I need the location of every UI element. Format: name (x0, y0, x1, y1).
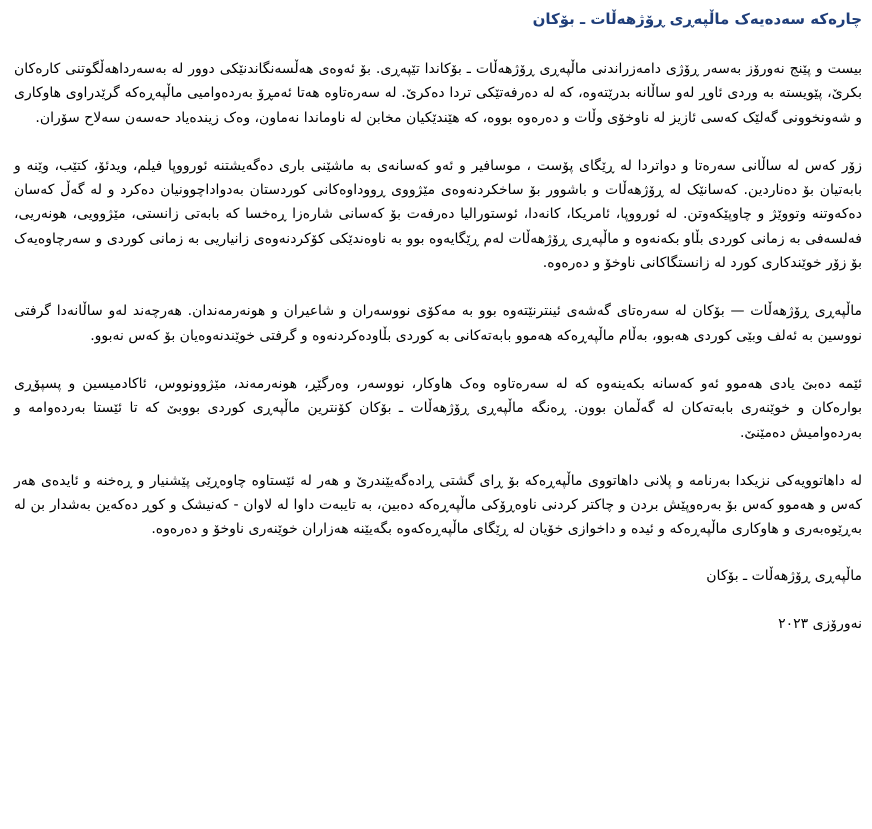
date: نەورۆزی ٢٠٢٣ (778, 615, 862, 632)
paragraph-2: زۆر کەس لە ساڵانی سەرەتا و دواتردا لە ڕێگای پۆست ، موسافیر و ئەو کەسانەی بە ماشێنی باری دەگەیشتنە ئورووپا فیلم، ویدئۆ، کتێب، وێنە و بابەتیان بۆ دەناردین. کەسانێک لە ڕۆژهەڵات و باشوور بۆ ساخکردنەوەی مێژووی ڕووداوەکانی کوردستان بەدواداچوونیان دەکرد و لە گەڵ کەسان دەکەوتنە وتووێژ و چاوپێکەوتن. لە ئورووپا، ئامریکا، کانەدا، ئوستورالیا دەرفەت بۆ کەسانی شارەزا ڕەخسا کە بابەتی زانستی، مێژوویی، هونەریی، فەلسەفی بە زمانی کوردی بڵاو بکەنەوە و ماڵپەڕی ڕۆژهەڵات لەم ڕێگایەوە بوو بە ناوەندێکی کۆکردنەوەی زانیاریی بە زمانی کوردی و سەرچاوەیەک بۆ زۆر خوێندکاری کورد لە زانستگاکانی ناوخۆ و دەرەوە. (14, 157, 862, 272)
signature: ماڵپەڕی ڕۆژهەڵات ـ بۆکان (706, 567, 862, 584)
document-page (14, 0, 862, 636)
paragraph-1: بیست و پێنج نەورۆز بەسەر ڕۆژی دامەزراندنی ماڵپەڕی ڕۆژهەڵات ـ بۆکاندا تێپەڕی. بۆ ئەوەی هەڵسەنگاندنێکی دوور لە بەسەرداهەڵگوتنی کارەکان بکرێ، پێویستە بە وردی ئاوڕ لەو ساڵانە بدرێتەوە، کە لە دەرفەتێکی تردا دەکرێ. لە سەرەتاوە هەتا ئەمڕۆ بەردەوامیی ماڵپەڕەکە گرێدراوی هاوکاری و شەونخوونی گەلێک کەسی ئازیز لە ناوخۆی وڵات و دەرەوە بووە، کە هێندێکیان مخابن لە ناوماندا نەماون، وەک زیندەیاد حەسەن سەلاح سۆران. (14, 61, 862, 126)
paragraph-5: لە داهاتوویەکی نزیکدا بەرنامە و پلانی داهاتووی ماڵپەڕەکە بۆ ڕای گشتی ڕادەگەیێندرێ و هەر لە ئێستاوە چاوەڕێی پێشنیار و ڕەخنە و ئایدەی هەر کەس و هەموو کەس بۆ بەرەوپێش بردن و چاکتر کردنی ناوەڕۆکی ماڵپەڕەکە دەبین، بە تایبەت داوا لە لاوان - کەنیشک و کوڕ دەکەین بەشدار بن لە بەڕێوەبەری و هاوکاری ماڵپەڕەکە و ئیدە و داخوازی خۆیان لە ڕێگای ماڵپەڕەکەوە بگەیێنە هەزاران خوێنەری ناوخۆ و دەرەوە. (14, 472, 862, 538)
document-title: چارەکە سەدەیەک ماڵپەڕی ڕۆژهەڵات ـ بۆکان (532, 10, 862, 28)
paragraph-4: ئێمە دەبێ یادی هەموو ئەو کەسانە بکەینەوە کە لە سەرەتاوە وەک هاوکار، نووسەر، وەرگێڕ، هونەرمەند، مێژوونووس، ئاکادمیسین و پسپۆڕی بوارەکان و خوێنەری بابەتەکان لە گەڵمان بوون. ڕەنگە ماڵپەڕی ڕۆژهەڵات ـ بۆکان کۆنترین ماڵپەڕی کوردی بووبێ کە تا ئێستا بەردەوامە و بەردەوامیش دەمێنێ. (14, 375, 862, 441)
paragraph-3: ماڵپەڕی ڕۆژهەڵات — بۆکان لە سەرەتای گەشەی ئینترنێتەوە بوو بە مەکۆی نووسەران و شاعیران و هونەرمەندان. هەرچەند لەو ساڵانەدا گرفتی نووسین بە ئەلف وبێی کوردی هەبوو، بەڵام ماڵپەڕەکە هەموو بابەتەکانی بە کوردی بڵاودەکردنەوە و گرفتی خوێندنەوەیان بۆ کەس نەبوو. (14, 303, 862, 344)
